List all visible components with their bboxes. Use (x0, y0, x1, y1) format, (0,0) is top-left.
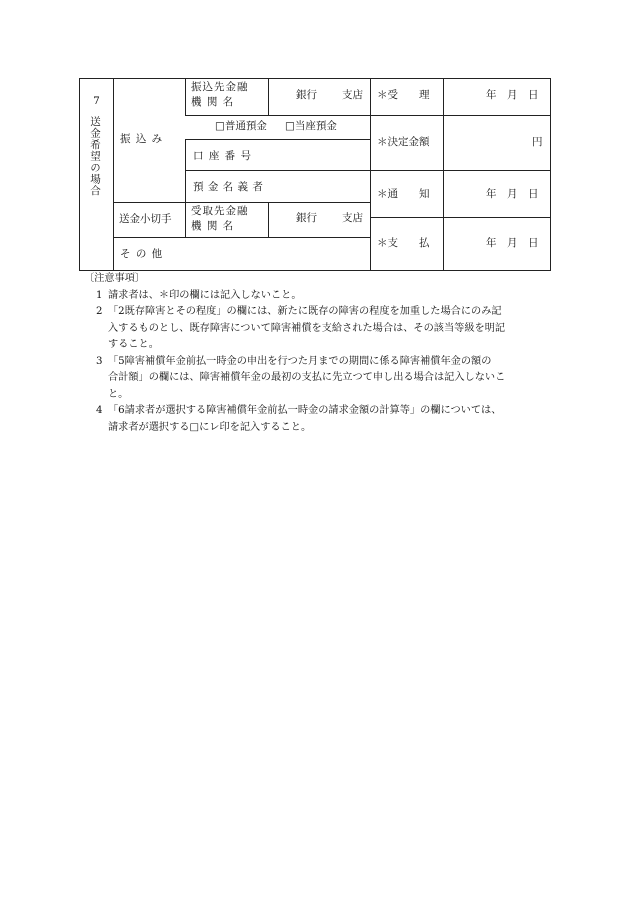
deposit-type-checking-checkbox[interactable]: □当座預金 (285, 120, 337, 132)
other-label: そ の 他 (120, 248, 164, 260)
note-line: 請求者が選択する□にレ印を記入すること。 (108, 421, 312, 433)
recv-institution-label-line1: 受取先金融 (191, 205, 249, 217)
payment-label: ＊支 払 (377, 237, 430, 249)
section-number: 7 (93, 95, 100, 107)
dest-bank-suffix: 銀行 (296, 89, 317, 101)
transfer-label: 振 込 み (120, 133, 164, 145)
notes-heading: 〔注意事項〕 (84, 273, 146, 284)
note-line: 「2既存障害とその程度」の欄には、新たに既存の障害の程度を加重した場合にのみ記 (108, 306, 502, 317)
notice-date: 年 月 日 (486, 188, 539, 200)
deposit-type-ordinary-checkbox[interactable]: □普通預金 (215, 120, 267, 132)
notes-section (84, 271, 556, 436)
account-number-label: 口 座 番 号 (193, 150, 253, 162)
account-holder-field[interactable] (269, 171, 369, 201)
note-line: すること。 (108, 339, 159, 350)
payment-date: 年 月 日 (486, 237, 539, 249)
yen-unit: 円 (532, 136, 543, 148)
other-field[interactable] (186, 238, 369, 269)
notice-label: ＊通 知 (377, 188, 430, 200)
postal-check-label: 送金小切手 (119, 213, 172, 225)
recv-bank-suffix: 銀行 (296, 212, 317, 224)
note-line: 合計額」の欄には、障害補償年金の最初の支払に先立つて申し出る場合は記入しないこ (108, 372, 506, 383)
note-item (84, 304, 556, 354)
receipt-date: 年 月 日 (486, 89, 539, 101)
note-item (84, 288, 556, 305)
note-line: 請求者は、＊印の欄には記入しないこと。 (108, 289, 302, 301)
dest-institution-label-line2: 機 関 名 (191, 96, 235, 108)
note-number: 1 (96, 289, 103, 301)
note-number: 2 (96, 306, 103, 317)
note-line: 「6請求者が選択する障害補償年金前払一時金の請求金額の計算等」の欄については、 (108, 405, 502, 416)
recv-institution-label-line2: 機 関 名 (191, 220, 235, 232)
section-title: 送金希望の場合 (89, 116, 101, 197)
note-item (84, 403, 556, 436)
decided-amount-label: ＊決定金額 (377, 136, 430, 148)
dest-institution-label-line1: 振込先金融 (191, 81, 249, 93)
account-holder-label: 預 金 名 義 者 (193, 181, 264, 193)
note-number: 3 (96, 355, 103, 367)
note-line: 「5障害補償年金前払一時金の申出を行つた月までの期間に係る障害補償年金の額の (108, 355, 492, 367)
receipt-label: ＊受 理 (377, 89, 430, 101)
note-number: 4 (96, 405, 103, 416)
note-line: 入するものとし、既存障害について障害補償を支給された場合は、その該当等級を明記 (108, 322, 506, 334)
recv-branch-suffix: 支店 (342, 212, 363, 224)
dest-branch-suffix: 支店 (342, 89, 363, 101)
note-line: と。 (108, 388, 129, 400)
note-item (84, 354, 556, 404)
account-number-field[interactable] (269, 140, 369, 169)
